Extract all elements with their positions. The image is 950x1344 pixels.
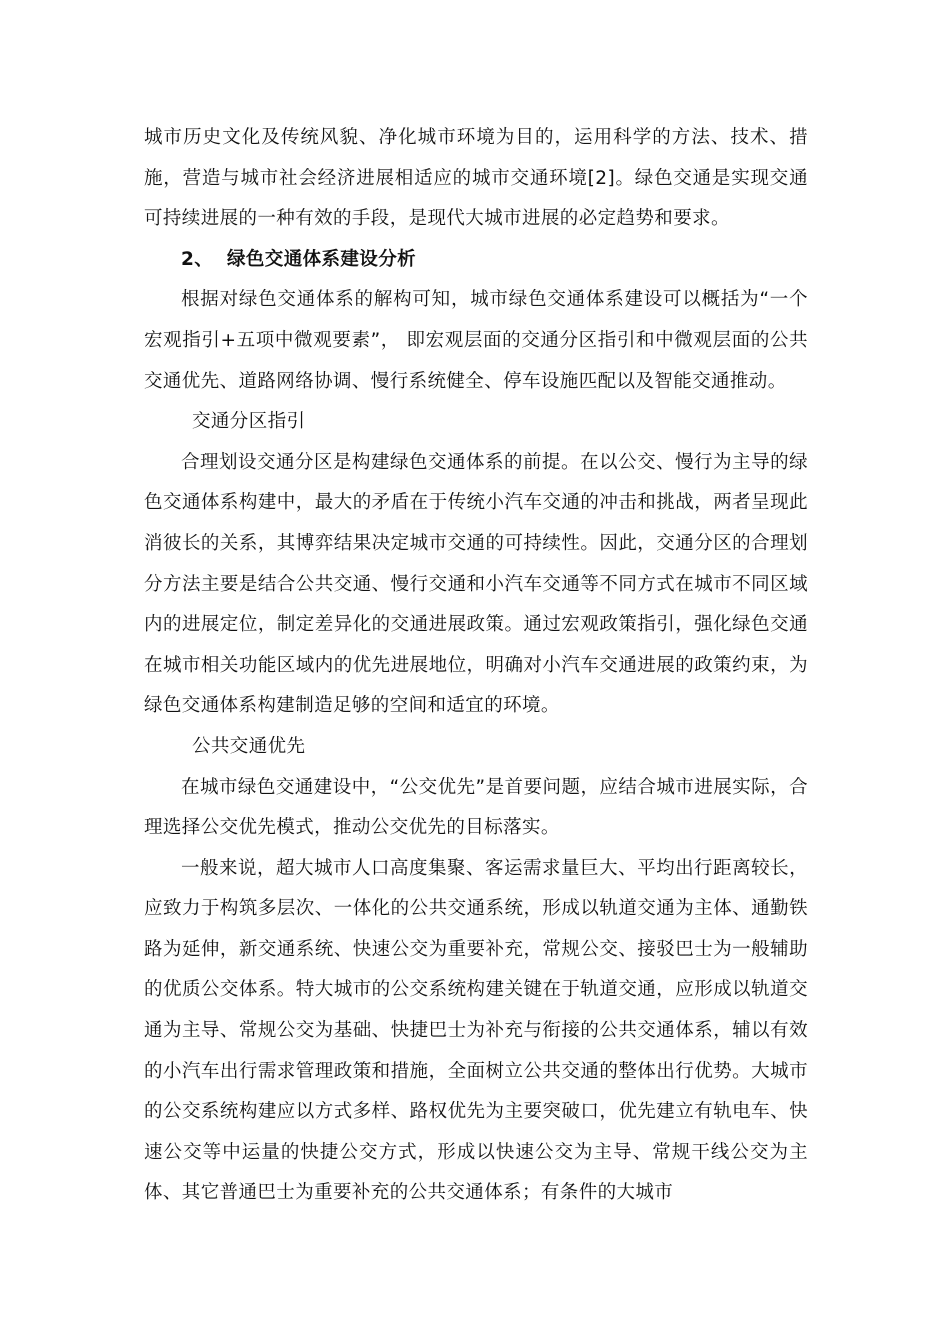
section-title: 绿色交通体系建设分析 — [227, 248, 417, 270]
document-body — [144, 118, 808, 1214]
paragraph-transit-priority: 在城市绿色交通建设中，“公交优先”是首要问题，应结合城市进展实际，合理选择公交优先模式，推动公交优先的目标落实。 — [144, 776, 808, 839]
paragraph-intro-continuation: 城市历史文化及传统风貌、净化城市环境为目的，运用科学的方法、技术、措施，营造与城市社会经济进展相适应的城市交通环境[2]。绿色交通是实现交通可持续进展的一种有效的手段，是现代大城市进展的必定趋势和要求。 — [144, 127, 808, 230]
subsection-title-transit: 公共交通优先 — [192, 735, 306, 757]
paragraph-zoning: 合理划设交通分区是构建绿色交通体系的前提。在以公交、慢行为主导的绿色交通体系构建中，最大的矛盾在于传统小汽车交通的冲击和挑战，两者呈现此消彼长的关系，其博弈结果决定城市交通的可持续性。因此，交通分区的合理划分方法主要是结合公共交通、慢行交通和小汽车交通等不同方式在城市不同区域内的进展定位，制定差异化的交通进展政策。通过宏观政策指引，强化绿色交通在城市相关功能区域内的优先进展地位，明确对小汽车交通进展的政策约束，为绿色交通体系构建制造足够的空间和适宜的环境。 — [144, 451, 808, 717]
subsection-title-zoning: 交通分区指引 — [192, 411, 306, 433]
paragraph-transit-detail: 一般来说，超大城市人口高度集聚、客运需求量巨大、平均出行距离较长，应致力于构筑多层次、一体化的公共交通系统，形成以轨道交通为主体、通勤铁路为延伸，新交通系统、快速公交为重要补充，常规公交、接驳巴士为一般辅助的优质公交体系。特大城市的公交系统构建关键在于轨道交通，应形成以轨道交通为主导、常规公交为基础、快捷巴士为补充与衔接的公共交通体系，辅以有效的小汽车出行需求管理政策和措施，全面树立公共交通的整体出行优势。大城市的公交系统构建应以方式多样、路权优先为主要突破口，优先建立有轨电车、快速公交等中运量的快捷公交方式，形成以快速公交为主导、常规干线公交为主体、其它普通巴士为重要补充的公共交通体系；有条件的大城市 — [144, 857, 808, 1204]
section-number: 2、 — [181, 248, 214, 270]
paragraph-overview: 根据对绿色交通体系的解构可知，城市绿色交通体系建设可以概括为“一个宏观指引+五项中微观要素”， 即宏观层面的交通分区指引和中微观层面的公共交通优先、道路网络协调、慢行系统健全、停车设施匹配以及智能交通推动。 — [144, 289, 808, 392]
section-heading — [144, 240, 808, 281]
